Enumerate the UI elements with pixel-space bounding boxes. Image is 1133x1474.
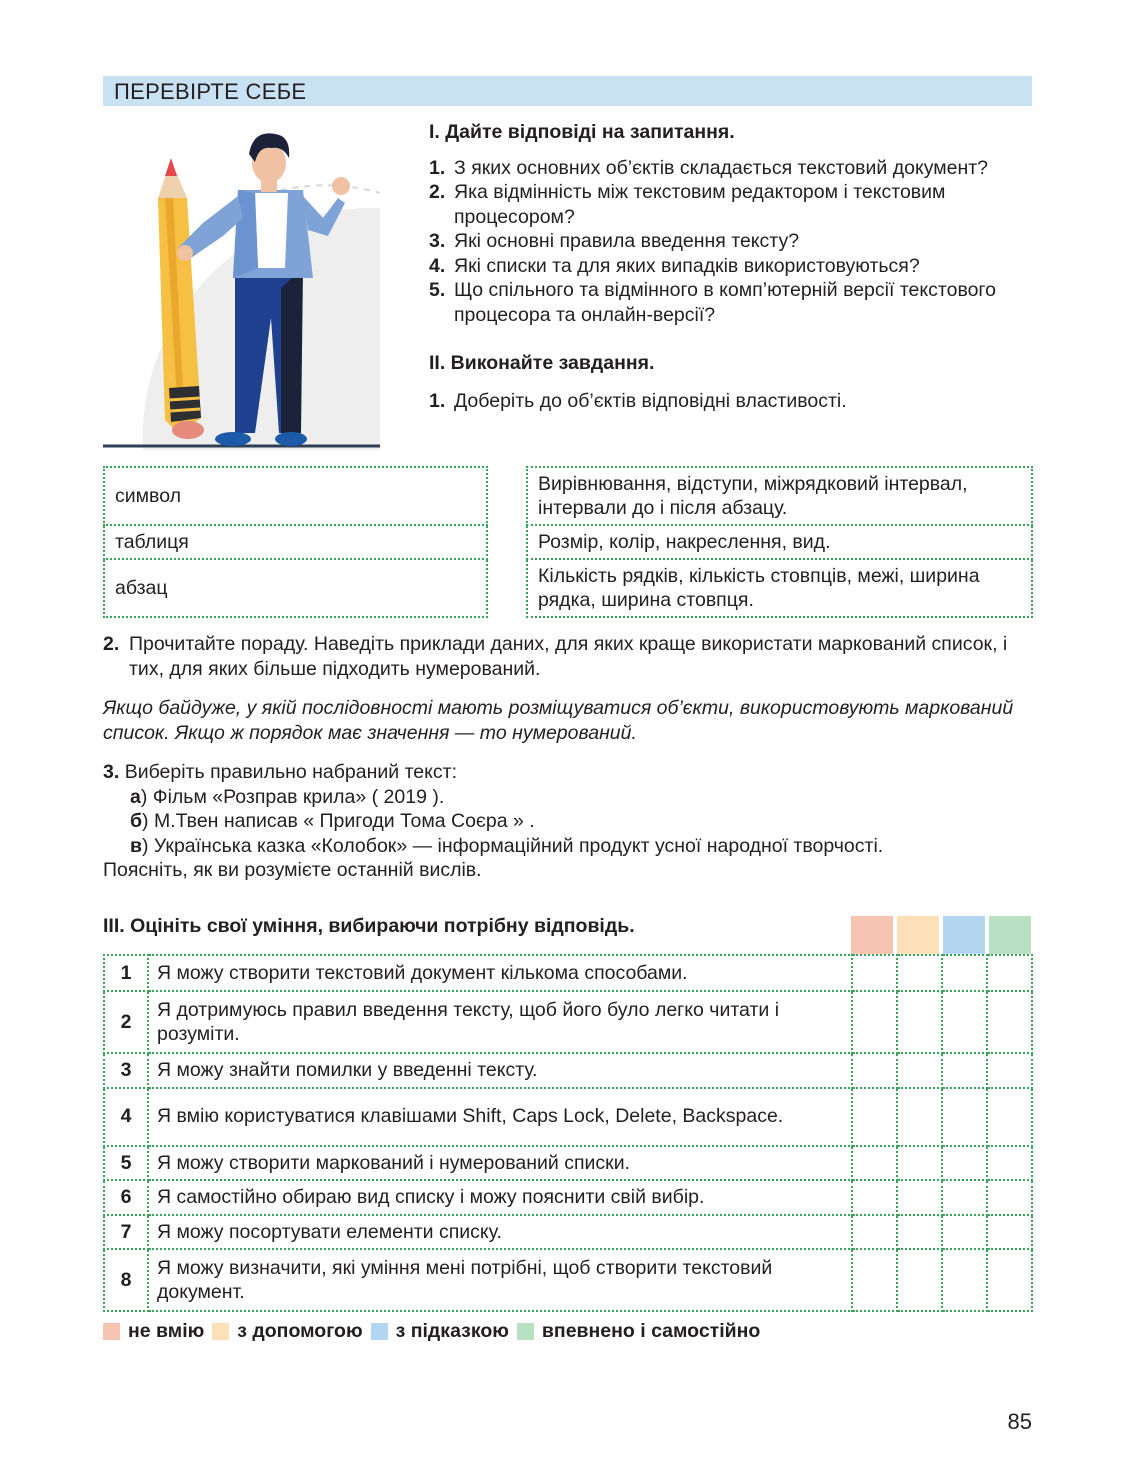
rating-cell[interactable] (987, 991, 1032, 1053)
rating-cell[interactable] (942, 1215, 987, 1250)
rating-cell[interactable] (897, 991, 942, 1053)
table-row (104, 1088, 1032, 1146)
question-number: 2. (429, 181, 446, 203)
question-number: 4. (429, 254, 446, 277)
row-number: 6 (104, 1180, 148, 1215)
legend-item (371, 1320, 509, 1343)
rating-cell[interactable] (942, 1146, 987, 1181)
section-header (103, 76, 1032, 106)
question-number: 1. (429, 156, 446, 179)
row-statement: Я самостійно обираю вид списку і можу пояснити свій вибір. (148, 1180, 852, 1215)
task3-text: Виберіть правильно набраний текст: (124, 761, 457, 783)
question-text: Що спільного та відмінного в комп’ютерній версії текстового процесора та онлайн-версії? (454, 279, 996, 326)
table-row (104, 1180, 1032, 1215)
rating-cell[interactable] (987, 1215, 1032, 1250)
task2-text: Прочитайте пораду. Наведіть приклади даних, для яких краще використати маркований список, і тих, для яких більше підходить нумерований. (129, 633, 1008, 680)
question-text: Яка відмінність між текстовим редактором і текстовим процесором? (454, 181, 946, 228)
row-statement: Я можу знайти помилки у введенні тексту. (148, 1053, 852, 1088)
properties-table (526, 466, 1033, 618)
rating-cell[interactable] (852, 1146, 897, 1181)
option-text: ) М.Твен написав « Пригоди Тома Соєра » . (142, 810, 535, 832)
row-number: 8 (104, 1249, 148, 1311)
property-cell: Кількість рядків, кількість стовпців, межі, ширина рядка, ширина стовпця. (527, 559, 1032, 617)
row-number: 5 (104, 1146, 148, 1181)
row-number: 7 (104, 1215, 148, 1250)
rating-cell[interactable] (852, 1053, 897, 1088)
legend-item (517, 1320, 760, 1343)
row-statement: Я можу посортувати елементи списку. (148, 1215, 852, 1250)
legend-swatch (371, 1323, 388, 1340)
task3-footer: Поясніть, як ви розумієте останній вислів. (103, 859, 482, 881)
row-statement: Я можу визначити, які уміння мені потрібні, щоб створити текстовий документ. (148, 1249, 852, 1311)
header-swatch-confident (989, 916, 1031, 954)
rating-cell[interactable] (942, 1180, 987, 1215)
option-letter: а (130, 785, 141, 808)
task1 (429, 389, 1034, 414)
section1-heading: I. Дайте відповіді на запитання. (429, 121, 735, 143)
legend-item (212, 1320, 362, 1343)
task3 (103, 760, 1033, 883)
table-row (104, 991, 1032, 1053)
option-text: ) Українська казка «Колобок» — інформаційний продукт усної народної творчості. (142, 834, 884, 857)
rating-cell[interactable] (987, 955, 1032, 991)
rating-cell[interactable] (897, 1146, 942, 1181)
legend-label: не вмію (128, 1320, 205, 1342)
rating-cell[interactable] (852, 955, 897, 991)
rating-cell[interactable] (942, 955, 987, 991)
object-cell: символ (104, 467, 487, 525)
rating-cell[interactable] (852, 1180, 897, 1215)
objects-table (103, 466, 488, 618)
rating-cell[interactable] (987, 1053, 1032, 1088)
header-swatch-with-hint (943, 916, 985, 954)
option-text: ) Фільм «Розправ крила» ( 2019 ). (140, 785, 445, 808)
question-item (429, 180, 1034, 229)
man-with-pencil-illustration (103, 118, 380, 450)
property-cell: Вирівнювання, відступи, міжрядковий інтервал, інтервали до і після абзацу. (527, 467, 1032, 525)
question-item (429, 278, 1034, 327)
legend-swatch (212, 1323, 229, 1340)
rating-cell[interactable] (852, 991, 897, 1053)
question-text: З яких основних об’єктів складається текстовий документ? (454, 156, 989, 179)
task3-number: 3. (103, 761, 120, 783)
table-row (104, 1146, 1032, 1181)
rating-cell[interactable] (897, 955, 942, 991)
rating-cell[interactable] (987, 1088, 1032, 1146)
option-b (103, 809, 1033, 834)
section-title: ПЕРЕВІРТЕ СЕБЕ (114, 79, 307, 104)
question-number: 5. (429, 279, 446, 301)
header-swatch-with-help (897, 916, 939, 954)
page-number: 85 (1007, 1409, 1032, 1434)
questions-block (429, 120, 1034, 413)
row-statement: Я можу створити маркований і нумерований списки. (148, 1146, 852, 1181)
option-letter: в (130, 834, 142, 857)
legend-label: впевнено і самостійно (541, 1320, 761, 1342)
self-assessment-table (103, 954, 1033, 1312)
rating-cell[interactable] (942, 1053, 987, 1088)
legend-swatch (517, 1323, 534, 1340)
object-cell: таблиця (104, 525, 487, 559)
row-statement: Я дотримуюсь правил введення тексту, щоб його було легко читати і розуміти. (148, 991, 852, 1053)
task2-number: 2. (103, 633, 120, 655)
row-number: 3 (104, 1053, 148, 1088)
question-item (429, 229, 1034, 254)
rating-cell[interactable] (897, 1249, 942, 1311)
task1-number: 1. (429, 389, 446, 412)
question-text: Які основні правила введення тексту? (454, 230, 800, 252)
rating-cell[interactable] (987, 1146, 1032, 1181)
row-number: 2 (104, 991, 148, 1053)
legend-swatch (103, 1323, 120, 1340)
table-row (104, 955, 1032, 991)
rating-cell[interactable] (852, 1249, 897, 1311)
rating-cell[interactable] (987, 1249, 1032, 1311)
row-statement: Я можу створити текстовий документ кількома способами. (148, 955, 852, 991)
rating-cell[interactable] (897, 1180, 942, 1215)
question-number: 3. (429, 230, 446, 252)
legend-item (103, 1320, 204, 1343)
table-row (104, 1053, 1032, 1088)
option-c (103, 834, 1033, 859)
question-text: Які списки та для яких випадків використовуються? (454, 254, 920, 277)
rating-cell[interactable] (897, 1088, 942, 1146)
rating-cell[interactable] (852, 1088, 897, 1146)
tip-text: Якщо байдуже, у якій послідовності мають розміщуватися об’єкти, використовують маркований список. Якщо ж порядок має значення — то нумерований. (103, 697, 1014, 744)
rating-legend (103, 1320, 768, 1343)
option-a (103, 785, 1033, 810)
table-row (104, 1215, 1032, 1250)
section3-heading: III. Оцініть свої уміння, вибираючи потрібну відповідь. (103, 915, 635, 937)
rating-cell[interactable] (897, 1053, 942, 1088)
row-number: 4 (104, 1088, 148, 1146)
rating-cell[interactable] (942, 1088, 987, 1146)
object-cell: абзац (104, 559, 487, 617)
property-cell: Розмір, колір, накреслення, вид. (527, 525, 1032, 559)
rating-cell[interactable] (942, 991, 987, 1053)
rating-cell[interactable] (852, 1215, 897, 1250)
legend-label: з підказкою (395, 1320, 509, 1342)
table-row (104, 1249, 1032, 1311)
legend-label: з допомогою (237, 1320, 363, 1342)
rating-cell[interactable] (897, 1215, 942, 1250)
row-number: 1 (104, 955, 148, 991)
question-item (429, 254, 1034, 279)
task1-text: Доберіть до об’єктів відповідні властивості. (454, 389, 847, 412)
row-statement: Я вмію користуватися клавішами Shift, Caps Lock, Delete, Backspace. (148, 1088, 852, 1146)
rating-cell[interactable] (987, 1180, 1032, 1215)
section2-heading: II. Виконайте завдання. (429, 352, 655, 374)
rating-cell[interactable] (942, 1249, 987, 1311)
task2 (103, 632, 1033, 745)
question-item (429, 156, 1034, 181)
option-letter: б (130, 810, 143, 832)
header-swatch-cannot (851, 916, 893, 954)
